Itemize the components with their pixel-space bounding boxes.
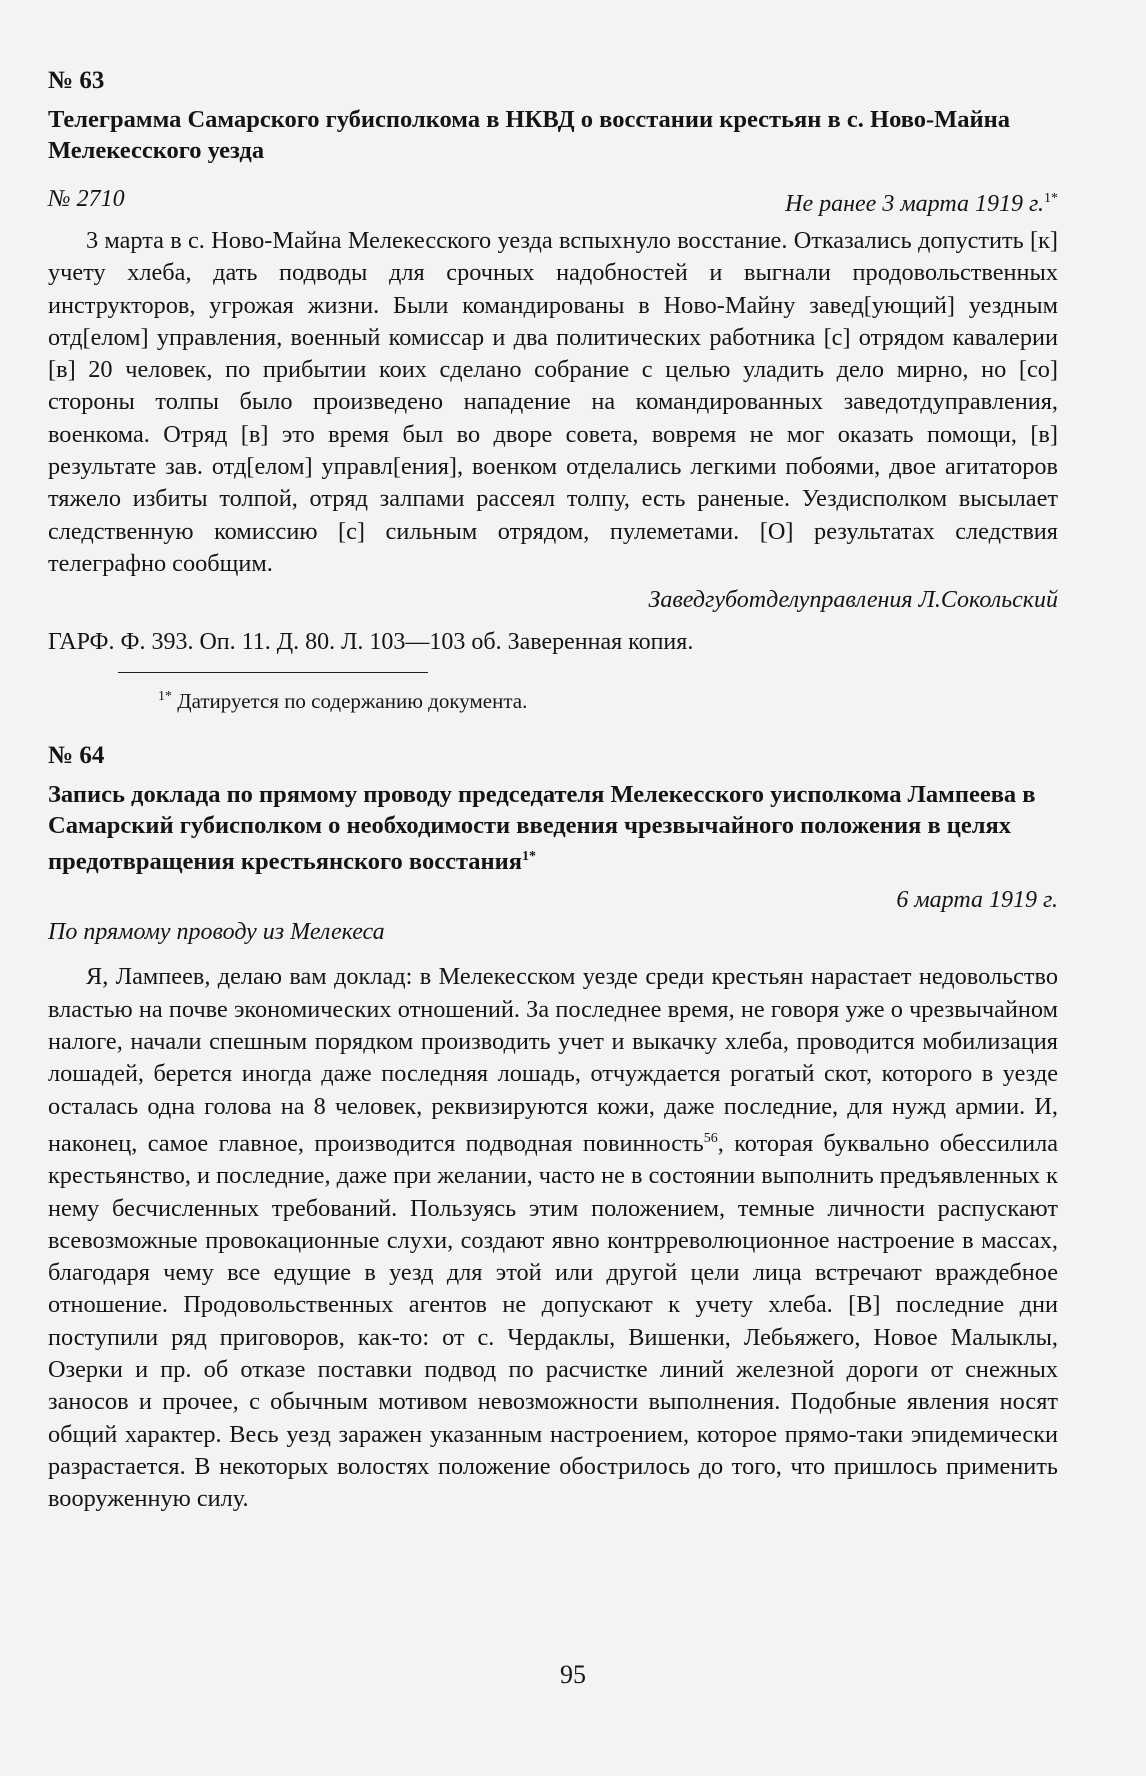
page-number: 95 bbox=[560, 1660, 586, 1689]
doc64-body bbox=[48, 961, 1058, 1515]
doc64-title-note-mark: 1* bbox=[522, 849, 537, 865]
doc63-number: № 63 bbox=[48, 67, 105, 94]
doc63-footnote-mark: 1* bbox=[158, 689, 172, 705]
doc63-footnote-text: Датируется по содержанию документа. bbox=[177, 689, 528, 714]
doc64-number: № 64 bbox=[48, 742, 105, 770]
doc63-title: Телеграмма Самарского губисполкома в НКВД о восстании крестьян в с. Ново-Майна Мелекесского уезда bbox=[48, 106, 1011, 164]
doc63-body bbox=[48, 225, 1058, 580]
doc63-date-wrap bbox=[785, 184, 1058, 219]
doc63-ref: № 2710 bbox=[48, 186, 125, 212]
doc64-title: Запись доклада по прямому проводу председателя Мелекесского уисполкома Лампеева в Самарский губисполком о необходимости введения чрезвычайного положения в целях предотвращения крестьянского восстания bbox=[48, 781, 1036, 876]
doc63-date: Не ранее 3 марта 1919 г. bbox=[785, 191, 1044, 217]
doc64-direction: По прямому проводу из Мелекеса bbox=[48, 919, 385, 946]
document-page bbox=[48, 66, 1058, 1516]
doc63-footnote bbox=[158, 683, 1058, 715]
doc64-date: 6 марта 1919 г. bbox=[896, 887, 1058, 914]
doc64-body-part2: , которая буквально обессилила крестьянство, и последние, даже при желании, часто не в состоянии выполнить предъявленных к нему бесчисленных требований. Пользуясь этим положением, темные личности распускают всевозможные провокационные слухи, создают явно контрреволюционное настроение в массах, благодаря чему все едущие в уезд для этой или другой цели лица встречают враждебное отношение. Продовольственных агентов не допускают к учету хлеба. [В] последние дни поступили ряд приговоров, как-то: от с. Чердаклы, Вишенки, Лебьяжего, Новое Малыклы, Озерки и пр. об отказе поставки подвод по расчистке линий железной дороги от снежных заносов и прочее, с обычным мотивом невозможности выполнения. Подобные явления носят общий характер. Весь уезд заражен указанным настроением, которое прямо-таки эпидемически разрастается. В некоторых волостях положение обострилось до того, что пришлось применить вооруженную силу. bbox=[48, 1130, 1058, 1513]
doc63-archive-reference: ГАРФ. Ф. 393. Оп. 11. Д. 80. Л. 103—103 об. Заверенная копия. bbox=[48, 629, 694, 656]
doc63-meta bbox=[48, 184, 1058, 219]
doc63-body-paragraph: 3 марта в с. Ново-Майна Мелекесского уезда вспыхнуло восстание. Отказались допустить [к] учету хлеба, дать подводы для срочных надобностей и выгнали продовольственных инструкторов, угрожая жизни. Были командированы в Ново-Майну завед[ующий] уездным отд[елом] управления, военный комиссар и два политических работника [с] отрядом кавалерии [в] 20 человек, по прибытии коих сделано собрание с целью уладить дело мирно, но [со] стороны толпы было произведено нападение на командированных заведотдуправления, военкома. Отряд [в] это время был во дворе совета, вовремя не мог оказать помощи, [в] результате зав. отд[елом] управл[ения], военком отделались легкими побоями, двое агитаторов тяжело избиты толпой, отряд залпами рассеял толпу, есть раненые. Уездисполком высылает следственную комиссию [с] сильным отрядом, пулеметами. [О] результатах следствия телеграфно сообщим. bbox=[48, 227, 1058, 577]
doc63-date-note-mark: 1* bbox=[1044, 191, 1058, 206]
doc64-body-note-mark: 56 bbox=[703, 1130, 718, 1146]
footnote-divider bbox=[118, 672, 428, 673]
doc64-title-wrap bbox=[48, 779, 1058, 877]
doc64-body-part1: Я, Лампеев, делаю вам доклад: в Мелекесском уезде среди крестьян нарастает недовольство властью на почве экономических отношений. За последнее время, не говоря уже о чрезвычайном налоге, начали спешным порядком производить учет и выкачку хлеба, проводится мобилизация лошадей, берется иногда даже последняя лошадь, отчуждается рогатый скот, которого в уезде осталась одна голова на 8 человек, реквизируются кожи, даже последние, для нужд армии. И, наконец, самое главное, производится подводная повинность bbox=[48, 963, 1058, 1157]
doc63-signature: Заведгуботделуправления Л.Сокольский bbox=[648, 587, 1058, 614]
doc64-body-paragraph bbox=[48, 961, 1058, 1515]
